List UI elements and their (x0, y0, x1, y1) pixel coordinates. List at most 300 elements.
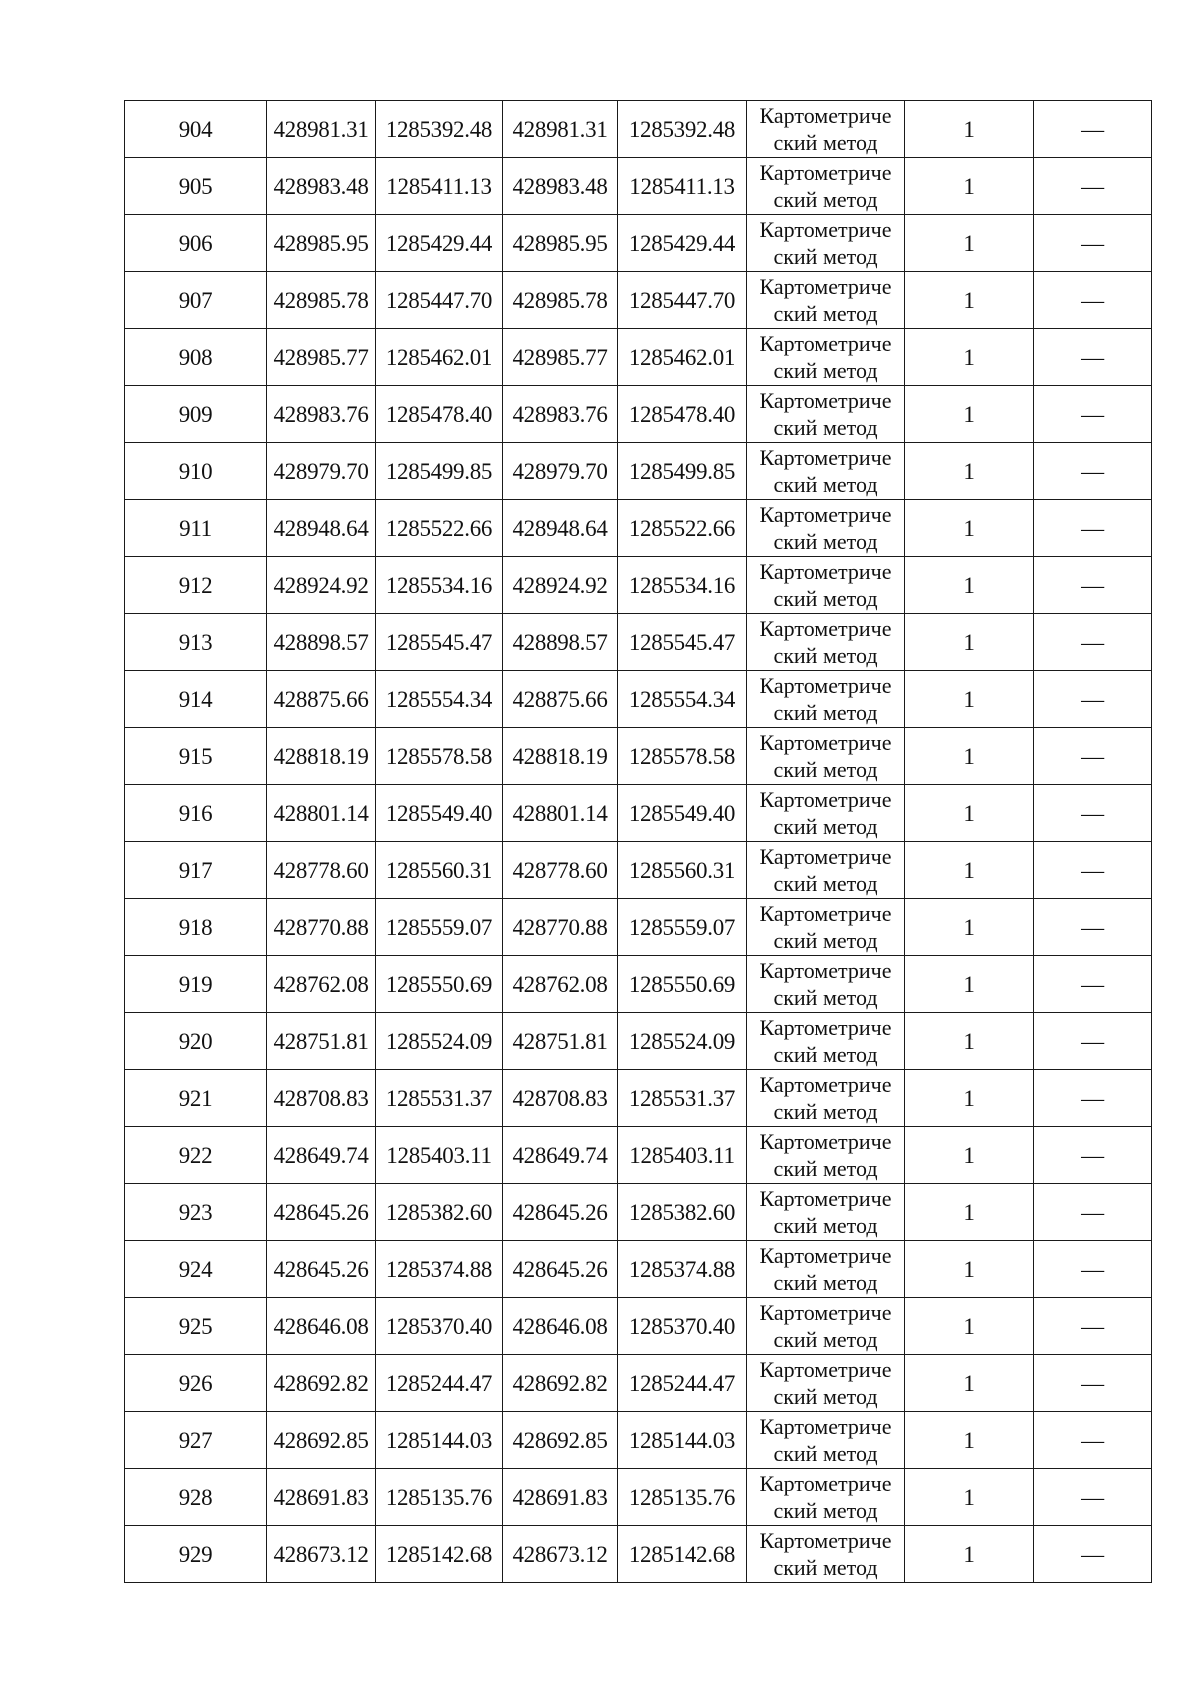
existing-y-cell: 1285462.01 (376, 329, 503, 386)
method-text-line: Картометриче (759, 103, 892, 128)
note-dash: — (1081, 287, 1104, 313)
method-text-line: Картометриче (759, 1414, 892, 1439)
existing-x-cell: 428801.14 (267, 785, 376, 842)
existing-x-cell: 428983.48 (267, 158, 376, 215)
method-cell (747, 728, 905, 785)
existing-y-cell: 1285534.16 (376, 557, 503, 614)
method-cell (747, 1184, 905, 1241)
table-row (125, 728, 1152, 785)
accuracy-cell: 1 (905, 215, 1034, 272)
new-x-cell: 428692.85 (503, 1412, 618, 1469)
table-row (125, 614, 1152, 671)
method-text-line: Картометриче (759, 1072, 892, 1097)
method-text-line: Картометриче (759, 730, 892, 755)
table-row (125, 1355, 1152, 1412)
method-cell (747, 386, 905, 443)
new-y-cell: 1285370.40 (618, 1298, 747, 1355)
coordinates-table (124, 100, 1152, 1583)
method-text-line: ский метод (773, 1327, 878, 1352)
point-number-cell: 922 (125, 1127, 267, 1184)
note-dash: — (1081, 572, 1104, 598)
new-x-cell: 428979.70 (503, 443, 618, 500)
point-number-cell: 918 (125, 899, 267, 956)
method-text-line: ский метод (773, 1099, 878, 1124)
new-y-cell: 1285478.40 (618, 386, 747, 443)
note-dash: — (1081, 344, 1104, 370)
existing-y-cell: 1285392.48 (376, 101, 503, 158)
note-dash: — (1081, 629, 1104, 655)
point-number-cell: 916 (125, 785, 267, 842)
existing-y-cell: 1285549.40 (376, 785, 503, 842)
method-text-line: Картометриче (759, 1129, 892, 1154)
method-cell (747, 1127, 905, 1184)
new-y-cell: 1285244.47 (618, 1355, 747, 1412)
new-y-cell: 1285144.03 (618, 1412, 747, 1469)
note-cell (1034, 101, 1152, 158)
method-text-line: Картометриче (759, 1186, 892, 1211)
table-row (125, 899, 1152, 956)
method-text-line: ский метод (773, 244, 878, 269)
existing-x-cell: 428649.74 (267, 1127, 376, 1184)
table-row (125, 1412, 1152, 1469)
method-cell (747, 272, 905, 329)
note-cell (1034, 1355, 1152, 1412)
existing-y-cell: 1285382.60 (376, 1184, 503, 1241)
note-dash: — (1081, 1313, 1104, 1339)
table-row (125, 1013, 1152, 1070)
accuracy-cell: 1 (905, 842, 1034, 899)
method-text-line: ский метод (773, 1213, 878, 1238)
method-text-line: ский метод (773, 757, 878, 782)
method-text-line: ский метод (773, 415, 878, 440)
method-text-line: ский метод (773, 130, 878, 155)
point-number-cell: 911 (125, 500, 267, 557)
table-row (125, 1469, 1152, 1526)
new-y-cell: 1285142.68 (618, 1526, 747, 1583)
method-text-line: ский метод (773, 643, 878, 668)
new-x-cell: 428770.88 (503, 899, 618, 956)
method-cell (747, 1013, 905, 1070)
new-x-cell: 428762.08 (503, 956, 618, 1013)
note-cell (1034, 386, 1152, 443)
point-number-cell: 924 (125, 1241, 267, 1298)
note-dash: — (1081, 401, 1104, 427)
table-row (125, 386, 1152, 443)
new-y-cell: 1285522.66 (618, 500, 747, 557)
new-x-cell: 428898.57 (503, 614, 618, 671)
method-text-line: Картометриче (759, 1471, 892, 1496)
new-x-cell: 428981.31 (503, 101, 618, 158)
table-row (125, 1241, 1152, 1298)
note-cell (1034, 500, 1152, 557)
new-y-cell: 1285411.13 (618, 158, 747, 215)
new-x-cell: 428818.19 (503, 728, 618, 785)
new-x-cell: 428778.60 (503, 842, 618, 899)
method-text-line: Картометриче (759, 559, 892, 584)
method-cell (747, 1526, 905, 1583)
method-text-line: ский метод (773, 301, 878, 326)
method-text-line: ский метод (773, 1042, 878, 1067)
existing-y-cell: 1285560.31 (376, 842, 503, 899)
new-y-cell: 1285135.76 (618, 1469, 747, 1526)
new-x-cell: 428691.83 (503, 1469, 618, 1526)
existing-y-cell: 1285478.40 (376, 386, 503, 443)
note-cell (1034, 1412, 1152, 1469)
new-x-cell: 428924.92 (503, 557, 618, 614)
method-cell (747, 443, 905, 500)
method-cell (747, 1469, 905, 1526)
accuracy-cell: 1 (905, 1298, 1034, 1355)
existing-y-cell: 1285429.44 (376, 215, 503, 272)
accuracy-cell: 1 (905, 1469, 1034, 1526)
new-y-cell: 1285554.34 (618, 671, 747, 728)
table-row (125, 1070, 1152, 1127)
method-cell (747, 1070, 905, 1127)
note-cell (1034, 1298, 1152, 1355)
method-text-line: Картометриче (759, 160, 892, 185)
point-number-cell: 912 (125, 557, 267, 614)
existing-y-cell: 1285374.88 (376, 1241, 503, 1298)
point-number-cell: 926 (125, 1355, 267, 1412)
method-cell (747, 500, 905, 557)
new-x-cell: 428645.26 (503, 1241, 618, 1298)
method-cell (747, 557, 905, 614)
existing-x-cell: 428645.26 (267, 1184, 376, 1241)
existing-y-cell: 1285559.07 (376, 899, 503, 956)
method-text-line: ский метод (773, 700, 878, 725)
note-dash: — (1081, 230, 1104, 256)
new-y-cell: 1285392.48 (618, 101, 747, 158)
point-number-cell: 913 (125, 614, 267, 671)
method-text-line: ский метод (773, 871, 878, 896)
note-cell (1034, 614, 1152, 671)
method-cell (747, 1241, 905, 1298)
note-dash: — (1081, 1427, 1104, 1453)
accuracy-cell: 1 (905, 1412, 1034, 1469)
method-text-line: ский метод (773, 1384, 878, 1409)
accuracy-cell: 1 (905, 500, 1034, 557)
new-y-cell: 1285447.70 (618, 272, 747, 329)
new-x-cell: 428649.74 (503, 1127, 618, 1184)
method-text-line: Картометриче (759, 274, 892, 299)
existing-x-cell: 428985.78 (267, 272, 376, 329)
note-cell (1034, 1526, 1152, 1583)
method-text-line: Картометриче (759, 217, 892, 242)
method-text-line: ский метод (773, 1156, 878, 1181)
accuracy-cell: 1 (905, 443, 1034, 500)
method-text-line: ский метод (773, 1498, 878, 1523)
existing-x-cell: 428818.19 (267, 728, 376, 785)
note-cell (1034, 1184, 1152, 1241)
existing-y-cell: 1285447.70 (376, 272, 503, 329)
existing-x-cell: 428691.83 (267, 1469, 376, 1526)
table-row (125, 671, 1152, 728)
note-cell (1034, 158, 1152, 215)
method-text-line: Картометриче (759, 445, 892, 470)
existing-x-cell: 428762.08 (267, 956, 376, 1013)
existing-y-cell: 1285142.68 (376, 1526, 503, 1583)
note-dash: — (1081, 173, 1104, 199)
method-cell (747, 785, 905, 842)
existing-x-cell: 428985.95 (267, 215, 376, 272)
table-row (125, 158, 1152, 215)
existing-x-cell: 428673.12 (267, 1526, 376, 1583)
note-dash: — (1081, 1142, 1104, 1168)
note-dash: — (1081, 1028, 1104, 1054)
new-x-cell: 428985.78 (503, 272, 618, 329)
accuracy-cell: 1 (905, 671, 1034, 728)
accuracy-cell: 1 (905, 1355, 1034, 1412)
existing-y-cell: 1285144.03 (376, 1412, 503, 1469)
new-y-cell: 1285550.69 (618, 956, 747, 1013)
new-x-cell: 428645.26 (503, 1184, 618, 1241)
table-row (125, 956, 1152, 1013)
existing-x-cell: 428751.81 (267, 1013, 376, 1070)
table-row (125, 443, 1152, 500)
new-x-cell: 428985.77 (503, 329, 618, 386)
point-number-cell: 904 (125, 101, 267, 158)
note-cell (1034, 272, 1152, 329)
table-row (125, 329, 1152, 386)
method-text-line: ский метод (773, 358, 878, 383)
note-cell (1034, 215, 1152, 272)
method-text-line: Картометриче (759, 901, 892, 926)
point-number-cell: 914 (125, 671, 267, 728)
new-x-cell: 428875.66 (503, 671, 618, 728)
new-y-cell: 1285382.60 (618, 1184, 747, 1241)
table-row (125, 500, 1152, 557)
table-row (125, 557, 1152, 614)
note-cell (1034, 1127, 1152, 1184)
method-text-line: Картометриче (759, 958, 892, 983)
existing-y-cell: 1285522.66 (376, 500, 503, 557)
note-cell (1034, 899, 1152, 956)
table-row (125, 1526, 1152, 1583)
new-x-cell: 428708.83 (503, 1070, 618, 1127)
accuracy-cell: 1 (905, 899, 1034, 956)
new-x-cell: 428948.64 (503, 500, 618, 557)
new-x-cell: 428751.81 (503, 1013, 618, 1070)
note-cell (1034, 1013, 1152, 1070)
method-text-line: ский метод (773, 1270, 878, 1295)
new-y-cell: 1285559.07 (618, 899, 747, 956)
accuracy-cell: 1 (905, 785, 1034, 842)
new-y-cell: 1285534.16 (618, 557, 747, 614)
method-text-line: ский метод (773, 1555, 878, 1580)
method-cell (747, 842, 905, 899)
point-number-cell: 917 (125, 842, 267, 899)
new-x-cell: 428801.14 (503, 785, 618, 842)
new-y-cell: 1285462.01 (618, 329, 747, 386)
new-y-cell: 1285403.11 (618, 1127, 747, 1184)
new-y-cell: 1285524.09 (618, 1013, 747, 1070)
note-cell (1034, 1070, 1152, 1127)
existing-y-cell: 1285244.47 (376, 1355, 503, 1412)
point-number-cell: 925 (125, 1298, 267, 1355)
table-row (125, 785, 1152, 842)
method-text-line: Картометриче (759, 844, 892, 869)
new-y-cell: 1285531.37 (618, 1070, 747, 1127)
point-number-cell: 919 (125, 956, 267, 1013)
existing-x-cell: 428924.92 (267, 557, 376, 614)
accuracy-cell: 1 (905, 101, 1034, 158)
existing-y-cell: 1285370.40 (376, 1298, 503, 1355)
point-number-cell: 906 (125, 215, 267, 272)
method-text-line: Картометриче (759, 502, 892, 527)
method-cell (747, 1298, 905, 1355)
point-number-cell: 909 (125, 386, 267, 443)
method-text-line: Картометриче (759, 787, 892, 812)
note-cell (1034, 785, 1152, 842)
accuracy-cell: 1 (905, 272, 1034, 329)
note-dash: — (1081, 1370, 1104, 1396)
point-number-cell: 929 (125, 1526, 267, 1583)
note-cell (1034, 842, 1152, 899)
existing-y-cell: 1285499.85 (376, 443, 503, 500)
point-number-cell: 928 (125, 1469, 267, 1526)
existing-y-cell: 1285531.37 (376, 1070, 503, 1127)
existing-y-cell: 1285524.09 (376, 1013, 503, 1070)
note-dash: — (1081, 1199, 1104, 1225)
existing-x-cell: 428898.57 (267, 614, 376, 671)
existing-x-cell: 428708.83 (267, 1070, 376, 1127)
accuracy-cell: 1 (905, 158, 1034, 215)
note-cell (1034, 956, 1152, 1013)
accuracy-cell: 1 (905, 614, 1034, 671)
existing-y-cell: 1285411.13 (376, 158, 503, 215)
method-text-line: Картометриче (759, 388, 892, 413)
point-number-cell: 920 (125, 1013, 267, 1070)
existing-y-cell: 1285135.76 (376, 1469, 503, 1526)
existing-y-cell: 1285545.47 (376, 614, 503, 671)
new-x-cell: 428673.12 (503, 1526, 618, 1583)
method-text-line: ский метод (773, 472, 878, 497)
new-y-cell: 1285499.85 (618, 443, 747, 500)
new-x-cell: 428692.82 (503, 1355, 618, 1412)
accuracy-cell: 1 (905, 1241, 1034, 1298)
existing-x-cell: 428983.76 (267, 386, 376, 443)
accuracy-cell: 1 (905, 1184, 1034, 1241)
method-text-line: Картометриче (759, 1015, 892, 1040)
point-number-cell: 907 (125, 272, 267, 329)
note-dash: — (1081, 515, 1104, 541)
table-row (125, 215, 1152, 272)
point-number-cell: 921 (125, 1070, 267, 1127)
method-cell (747, 899, 905, 956)
table-row (125, 101, 1152, 158)
accuracy-cell: 1 (905, 557, 1034, 614)
method-text-line: ский метод (773, 985, 878, 1010)
method-cell (747, 329, 905, 386)
existing-x-cell: 428778.60 (267, 842, 376, 899)
point-number-cell: 905 (125, 158, 267, 215)
note-dash: — (1081, 458, 1104, 484)
accuracy-cell: 1 (905, 1127, 1034, 1184)
note-cell (1034, 329, 1152, 386)
new-x-cell: 428983.76 (503, 386, 618, 443)
note-dash: — (1081, 1484, 1104, 1510)
note-cell (1034, 557, 1152, 614)
existing-x-cell: 428692.82 (267, 1355, 376, 1412)
method-cell (747, 1355, 905, 1412)
table-row (125, 1127, 1152, 1184)
existing-y-cell: 1285554.34 (376, 671, 503, 728)
new-y-cell: 1285560.31 (618, 842, 747, 899)
note-cell (1034, 1241, 1152, 1298)
existing-x-cell: 428948.64 (267, 500, 376, 557)
note-dash: — (1081, 1541, 1104, 1567)
point-number-cell: 923 (125, 1184, 267, 1241)
accuracy-cell: 1 (905, 386, 1034, 443)
existing-x-cell: 428646.08 (267, 1298, 376, 1355)
note-dash: — (1081, 914, 1104, 940)
note-dash: — (1081, 1085, 1104, 1111)
new-y-cell: 1285549.40 (618, 785, 747, 842)
table-row (125, 1298, 1152, 1355)
method-text-line: ский метод (773, 187, 878, 212)
accuracy-cell: 1 (905, 1526, 1034, 1583)
accuracy-cell: 1 (905, 329, 1034, 386)
existing-y-cell: 1285403.11 (376, 1127, 503, 1184)
method-text-line: ский метод (773, 529, 878, 554)
method-text-line: ский метод (773, 814, 878, 839)
new-x-cell: 428646.08 (503, 1298, 618, 1355)
method-text-line: ский метод (773, 928, 878, 953)
method-text-line: Картометриче (759, 673, 892, 698)
existing-x-cell: 428979.70 (267, 443, 376, 500)
existing-x-cell: 428645.26 (267, 1241, 376, 1298)
method-text-line: Картометриче (759, 1300, 892, 1325)
accuracy-cell: 1 (905, 1013, 1034, 1070)
new-x-cell: 428983.48 (503, 158, 618, 215)
existing-x-cell: 428985.77 (267, 329, 376, 386)
note-dash: — (1081, 686, 1104, 712)
method-cell (747, 671, 905, 728)
accuracy-cell: 1 (905, 956, 1034, 1013)
note-dash: — (1081, 857, 1104, 883)
note-cell (1034, 1469, 1152, 1526)
note-dash: — (1081, 116, 1104, 142)
new-x-cell: 428985.95 (503, 215, 618, 272)
coordinates-table-body (125, 101, 1152, 1583)
existing-x-cell: 428875.66 (267, 671, 376, 728)
existing-x-cell: 428770.88 (267, 899, 376, 956)
point-number-cell: 908 (125, 329, 267, 386)
table-row (125, 1184, 1152, 1241)
method-cell (747, 614, 905, 671)
method-text-line: Картометриче (759, 1243, 892, 1268)
method-text-line: ский метод (773, 586, 878, 611)
method-text-line: Картометриче (759, 1528, 892, 1553)
method-cell (747, 956, 905, 1013)
accuracy-cell: 1 (905, 1070, 1034, 1127)
point-number-cell: 915 (125, 728, 267, 785)
method-cell (747, 101, 905, 158)
note-cell (1034, 728, 1152, 785)
point-number-cell: 927 (125, 1412, 267, 1469)
new-y-cell: 1285429.44 (618, 215, 747, 272)
note-dash: — (1081, 743, 1104, 769)
existing-x-cell: 428692.85 (267, 1412, 376, 1469)
new-y-cell: 1285578.58 (618, 728, 747, 785)
new-y-cell: 1285374.88 (618, 1241, 747, 1298)
note-cell (1034, 671, 1152, 728)
method-cell (747, 215, 905, 272)
table-row (125, 272, 1152, 329)
method-text-line: Картометриче (759, 616, 892, 641)
method-text-line: ский метод (773, 1441, 878, 1466)
new-y-cell: 1285545.47 (618, 614, 747, 671)
